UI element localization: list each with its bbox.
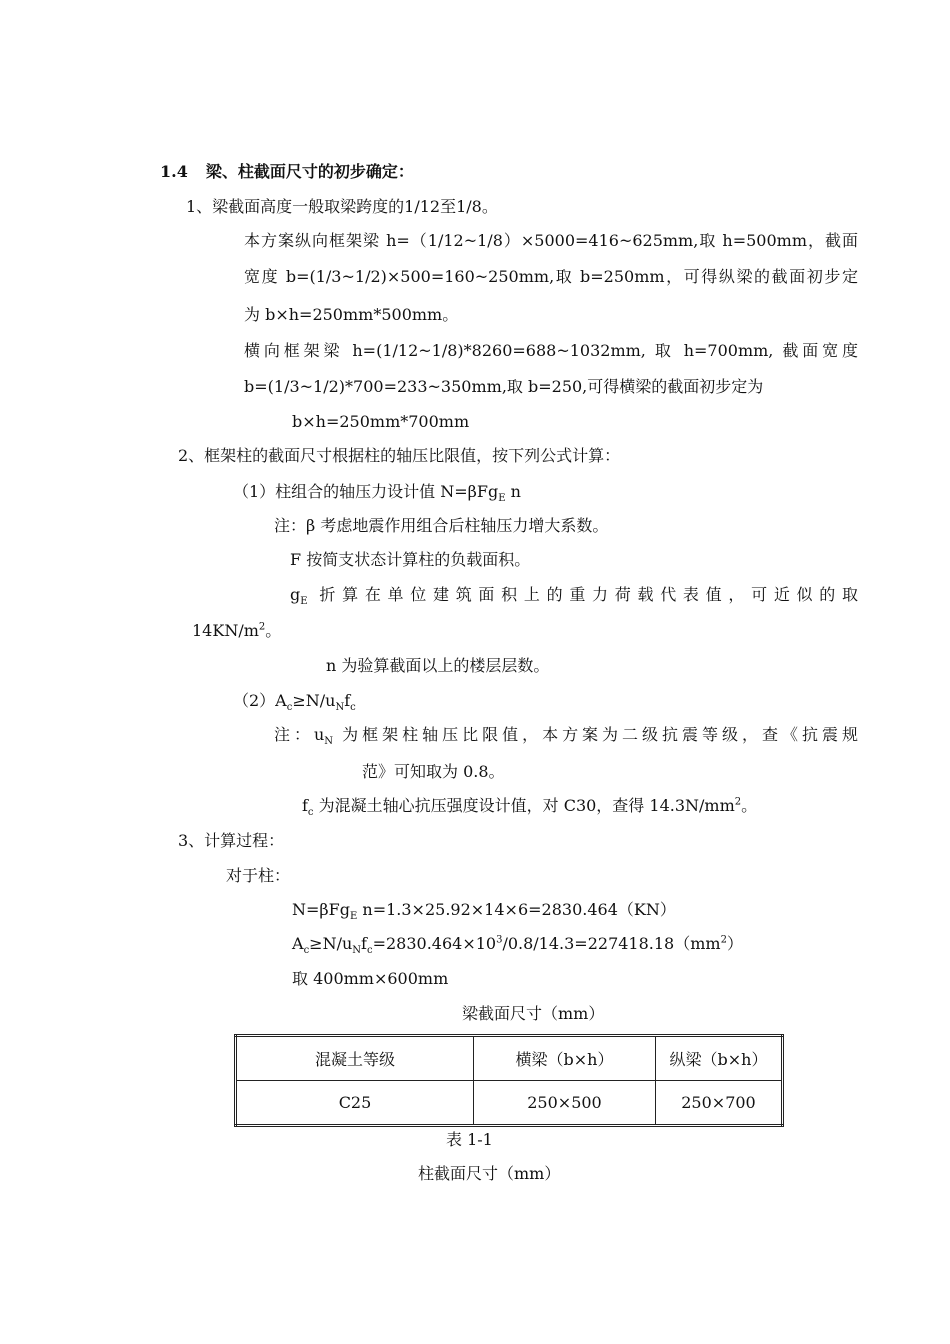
transverse-beam-line-1: 横向框架梁 h=(1/12~1/8)*8260=688~1032mm, 取 h=700mm, 截面宽度 <box>244 341 858 360</box>
note-floors: n 为验算截面以上的楼层层数。 <box>326 656 550 675</box>
section-heading <box>160 162 414 182</box>
table-cell: 250×700 <box>656 1081 783 1126</box>
table1-caption: 梁截面尺寸（mm） <box>462 1004 605 1023</box>
note-gravity-load-cont: $14KN/m^2$。 <box>192 621 282 640</box>
item-1: 1、梁截面高度一般取梁跨度的1/12至1/8。 <box>186 197 498 216</box>
transverse-beam-line-3: b×h=250mm*700mm <box>292 412 470 431</box>
calc-column-size: 取 400mm×600mm <box>292 969 449 988</box>
note-gravity-load: $g_E$ 折算在单位建筑面积上的重力荷载代表值，可近似的取 <box>290 585 858 608</box>
table-cell: C25 <box>236 1081 474 1126</box>
calc-label: 对于柱： <box>226 866 291 885</box>
transverse-beam-line-2: b=(1/3~1/2)*700=233~350mm,取 b=250,可得横梁的截面初步定为 <box>244 377 764 396</box>
section-number: 1.4 <box>160 162 188 181</box>
beam-section-table <box>234 1034 784 1127</box>
formula-1: （1）柱组合的轴压力设计值 N=βFg$_E$ n <box>233 482 521 505</box>
longitudinal-beam-line-1: 本方案纵向框架梁 h=（1/12~1/8）×5000=416~625mm,取 h=500mm，截面 <box>244 231 858 250</box>
formula-2: $(2)A_c\ge N/u_Nf_c$ <box>233 691 356 714</box>
table-header-cell: 混凝土等级 <box>236 1036 474 1081</box>
table-header-cell: 纵梁（b×h） <box>656 1036 783 1081</box>
note-beta: 注：β 考虑地震作用组合后柱轴压力增大系数。 <box>274 516 609 535</box>
table-header-cell: 横梁（b×h） <box>474 1036 656 1081</box>
table-cell: 250×500 <box>474 1081 656 1126</box>
table2-caption: 柱截面尺寸（mm） <box>418 1164 561 1183</box>
section-title: 梁、柱截面尺寸的初步确定： <box>205 162 414 181</box>
table1-label: 表 1-1 <box>446 1130 493 1149</box>
note-concrete-strength: $f_c$ 为混凝土轴心抗压强度设计值，对 C30，查得 $14.3N/mm^2$。 <box>302 796 758 819</box>
calc-area: $A_c\ge N/u_Nf_c=2830.464\times 10^3/0.8/14.3=227418.18(mm^2)$ <box>292 934 743 957</box>
note-area: F 按简支状态计算柱的负载面积。 <box>290 550 531 569</box>
longitudinal-beam-line-3: 为 b×h=250mm*500mm。 <box>244 305 459 324</box>
calc-axial-force: N=βFg$_E$ n=1.3×25.92×14×6=2830.464（KN） <box>292 900 676 923</box>
table-row <box>236 1081 783 1126</box>
table-header-row <box>236 1036 783 1081</box>
note-axial-ratio: 注：$u_N$ 为框架柱轴压比限值，本方案为二级抗震等级，查《抗震规 <box>274 725 858 748</box>
longitudinal-beam-line-2: 宽度 b=(1/3~1/2)×500=160~250mm,取 b=250mm，可得纵梁的截面初步定 <box>244 267 858 286</box>
item-2: 2、框架柱的截面尺寸根据柱的轴压比限值，按下列公式计算： <box>178 446 621 465</box>
item-3: 3、计算过程： <box>178 831 285 850</box>
note-axial-ratio-cont: 范》可知取为 0.8。 <box>362 762 505 781</box>
